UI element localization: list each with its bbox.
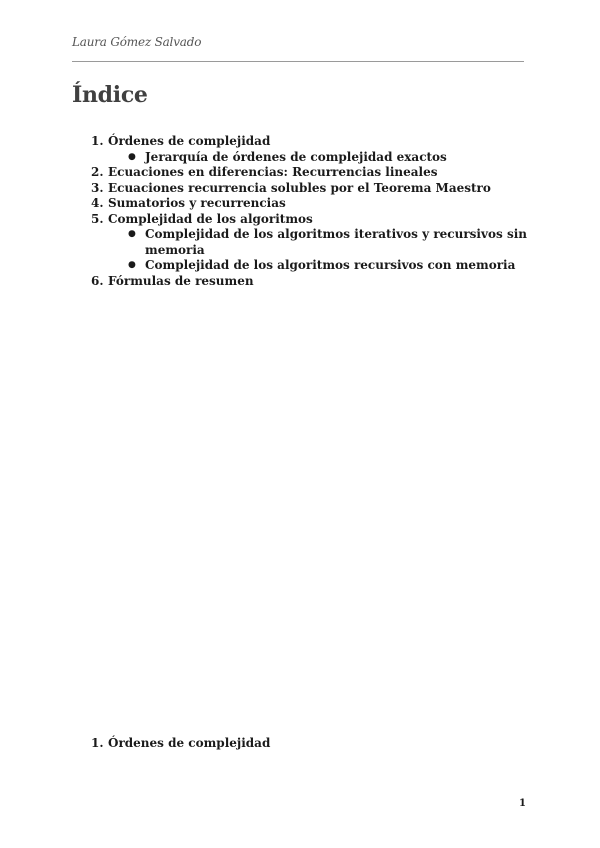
page-number: 1 [519, 798, 526, 809]
toc-subitem[interactable] [128, 227, 527, 258]
toc-item-label: Sumatorios y recurrencias [108, 196, 286, 210]
toc-item[interactable] [91, 181, 527, 197]
toc-item-number: 4. [91, 196, 104, 210]
toc-subitem[interactable] [128, 258, 527, 274]
toc-sublist [108, 227, 527, 274]
toc-item-number: 2. [91, 165, 104, 179]
header-rule [72, 61, 524, 62]
toc-subitem-label: Complejidad de los algoritmos iterativos y recursivos sin memoria [145, 227, 527, 257]
table-of-contents [91, 134, 527, 289]
toc-item-number: 3. [91, 180, 104, 195]
toc-item[interactable] [91, 165, 527, 181]
toc-item-label: Complejidad de los algoritmos [108, 211, 313, 226]
toc-item[interactable] [91, 212, 527, 274]
toc-item[interactable] [91, 134, 527, 165]
section-title: Órdenes de complejidad [108, 736, 271, 750]
bullet-icon: ● [128, 229, 136, 239]
toc-item-number: 1. [91, 134, 104, 148]
section-heading [91, 736, 270, 752]
bullet-icon: ● [128, 260, 136, 270]
section-number: 1. [91, 736, 104, 750]
toc-subitem[interactable] [128, 149, 527, 166]
page-title: Índice [72, 82, 148, 108]
toc-sublist [108, 150, 527, 166]
toc-item-label: Ecuaciones recurrencia solubles por el Teorema Maestro [108, 180, 491, 195]
bullet-icon: ● [128, 151, 136, 162]
header-author: Laura Gómez Salvado [72, 35, 202, 49]
toc-item-label: Ecuaciones en diferencias: Recurrencias lineales [108, 165, 438, 179]
toc-item[interactable] [91, 274, 527, 290]
toc-item-label: Órdenes de complejidad [108, 134, 271, 148]
toc-subitem-label: Complejidad de los algoritmos recursivos con memoria [145, 258, 516, 272]
toc-item-number: 5. [91, 211, 104, 226]
toc-item-number: 6. [91, 273, 104, 288]
toc-item-label: Fórmulas de resumen [108, 273, 254, 288]
toc-subitem-label: Jerarquía de órdenes de complejidad exactos [145, 149, 447, 164]
toc-item[interactable] [91, 196, 527, 212]
